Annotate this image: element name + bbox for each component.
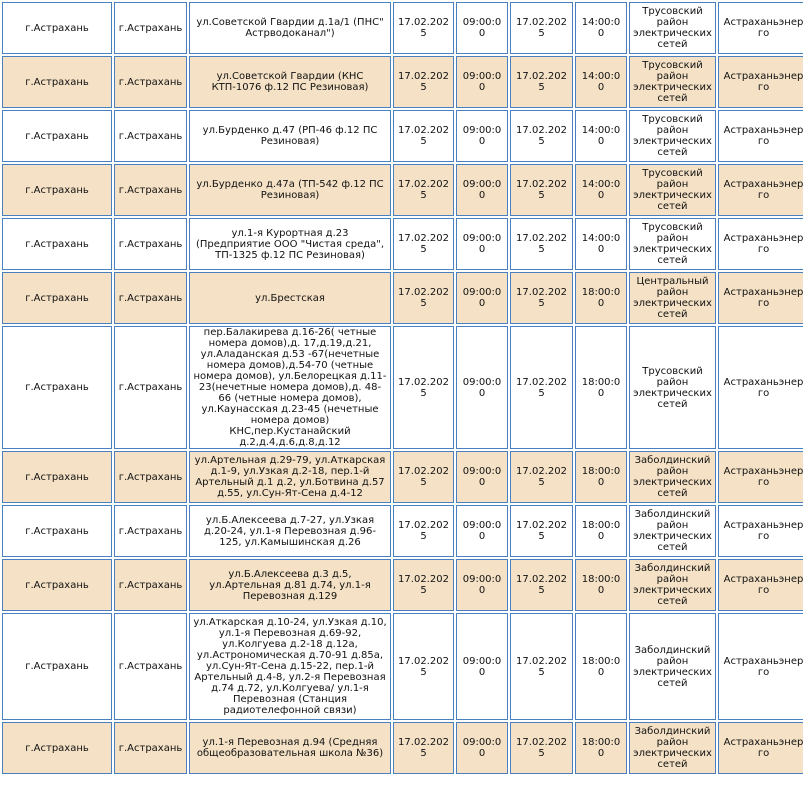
end-time-cell: 14:00:00 [575,164,627,216]
org-cell: Астраханьэнерго [718,2,803,54]
res-cell: Трусовский район электрических сетей [629,110,716,162]
address-cell: ул.Советской Гвардии (КНС КТП-1076 ф.12 ПС Резиновая) [189,56,391,108]
table-row [2,2,803,54]
table-row [2,110,803,162]
start-date-cell: 17.02.2025 [393,272,454,324]
org-cell: Астраханьэнерго [718,164,803,216]
start-date-cell: 17.02.2025 [393,326,454,449]
start-time-cell: 09:00:00 [456,613,508,720]
res-cell: Трусовский район электрических сетей [629,326,716,449]
city-cell: г.Астрахань [114,326,187,449]
start-time-cell: 09:00:00 [456,559,508,611]
city-cell: г.Астрахань [114,451,187,503]
table-row [2,505,803,557]
start-date-cell: 17.02.2025 [393,559,454,611]
city-cell: г.Астрахань [114,559,187,611]
org-cell: Астраханьэнерго [718,326,803,449]
table-row [2,722,803,774]
city-cell: г.Астрахань [114,110,187,162]
district-cell: г.Астрахань [2,613,112,720]
address-cell: ул.Бурденко д.47 (РП-46 ф.12 ПС Резиновая) [189,110,391,162]
res-cell: Заболдинский район электрических сетей [629,613,716,720]
org-cell: Астраханьэнерго [718,56,803,108]
address-cell: ул.1-я Перевозная д.94 (Средняя общеобразовательная школа №36) [189,722,391,774]
city-cell: г.Астрахань [114,164,187,216]
table-row [2,56,803,108]
table-body [2,2,803,774]
res-cell: Трусовский район электрических сетей [629,2,716,54]
start-date-cell: 17.02.2025 [393,164,454,216]
end-date-cell: 17.02.2025 [510,613,573,720]
end-time-cell: 18:00:00 [575,272,627,324]
end-time-cell: 18:00:00 [575,559,627,611]
start-date-cell: 17.02.2025 [393,505,454,557]
start-time-cell: 09:00:00 [456,2,508,54]
end-date-cell: 17.02.2025 [510,722,573,774]
district-cell: г.Астрахань [2,451,112,503]
start-date-cell: 17.02.2025 [393,110,454,162]
address-cell: ул.Б.Алексеева д.3 д.5, ул.Артельная д.81 д.74, ул.1-я Перевозная д.129 [189,559,391,611]
end-time-cell: 18:00:00 [575,505,627,557]
org-cell: Астраханьэнерго [718,110,803,162]
res-cell: Заболдинский район электрических сетей [629,451,716,503]
district-cell: г.Астрахань [2,722,112,774]
end-date-cell: 17.02.2025 [510,451,573,503]
city-cell: г.Астрахань [114,218,187,270]
end-time-cell: 18:00:00 [575,451,627,503]
city-cell: г.Астрахань [114,56,187,108]
end-time-cell: 18:00:00 [575,722,627,774]
start-time-cell: 09:00:00 [456,56,508,108]
start-time-cell: 09:00:00 [456,110,508,162]
city-cell: г.Астрахань [114,2,187,54]
end-date-cell: 17.02.2025 [510,218,573,270]
district-cell: г.Астрахань [2,272,112,324]
org-cell: Астраханьэнерго [718,218,803,270]
end-date-cell: 17.02.2025 [510,164,573,216]
start-time-cell: 09:00:00 [456,164,508,216]
start-time-cell: 09:00:00 [456,272,508,324]
table-row [2,218,803,270]
end-time-cell: 14:00:00 [575,56,627,108]
end-date-cell: 17.02.2025 [510,559,573,611]
address-cell: ул.Аткарская д.10-24, ул.Узкая д.10, ул.1-я Перевозная д.69-92, ул.Колгуева д.2-18 д.12а, ул.Астрономическая д.70-91 д.85а, ул.Сун-Ят-Сена д.15-22, пер.1-й Артельный д.4-8, ул.2-я Перевозная д.74 д.72, ул.Колгуева/ ул.1-я Перевозная (Станция радиотелефонной связи) [189,613,391,720]
table-row [2,451,803,503]
start-time-cell: 09:00:00 [456,722,508,774]
end-date-cell: 17.02.2025 [510,326,573,449]
res-cell: Трусовский район электрических сетей [629,218,716,270]
start-date-cell: 17.02.2025 [393,218,454,270]
org-cell: Астраханьэнерго [718,451,803,503]
table-row [2,164,803,216]
end-time-cell: 14:00:00 [575,110,627,162]
address-cell: ул.Б.Алексеева д.7-27, ул.Узкая д.20-24, ул.1-я Перевозная д.96-125, ул.Камышинская д.26 [189,505,391,557]
district-cell: г.Астрахань [2,56,112,108]
district-cell: г.Астрахань [2,2,112,54]
start-date-cell: 17.02.2025 [393,56,454,108]
start-date-cell: 17.02.2025 [393,722,454,774]
res-cell: Трусовский район электрических сетей [629,56,716,108]
city-cell: г.Астрахань [114,272,187,324]
res-cell: Трусовский район электрических сетей [629,164,716,216]
start-time-cell: 09:00:00 [456,218,508,270]
start-time-cell: 09:00:00 [456,451,508,503]
address-cell: пер.Балакирева д.16-26( четные номера домов),д. 17,д.19,д.21, ул.Аладанская д.53 -67(нечетные номера домов),д.54-70 (четные номера домов), ул.Белорецкая д.11-23(нечетные номера домов),д. 48-66 (четные номера домов), ул.Каунасская д.23-45 (нечетные номера домов) КНС,пер.Кустанайский д.2,д.4,д.6,д.8,д.12 [189,326,391,449]
table-row [2,559,803,611]
table-row [2,613,803,720]
city-cell: г.Астрахань [114,613,187,720]
end-time-cell: 18:00:00 [575,613,627,720]
end-date-cell: 17.02.2025 [510,56,573,108]
start-date-cell: 17.02.2025 [393,451,454,503]
res-cell: Центральный район электрических сетей [629,272,716,324]
org-cell: Астраханьэнерго [718,559,803,611]
city-cell: г.Астрахань [114,505,187,557]
org-cell: Астраханьэнерго [718,613,803,720]
org-cell: Астраханьэнерго [718,272,803,324]
district-cell: г.Астрахань [2,326,112,449]
end-time-cell: 18:00:00 [575,326,627,449]
end-date-cell: 17.02.2025 [510,272,573,324]
start-date-cell: 17.02.2025 [393,2,454,54]
address-cell: ул.Артельная д.29-79, ул.Аткарская д.1-9, ул.Узкая д.2-18, пер.1-й Артельный д.1 д.2, ул.Ботвина д.57 д.55, ул.Сун-Ят-Сена д.4-12 [189,451,391,503]
district-cell: г.Астрахань [2,505,112,557]
table-row [2,272,803,324]
end-date-cell: 17.02.2025 [510,2,573,54]
org-cell: Астраханьэнерго [718,505,803,557]
end-date-cell: 17.02.2025 [510,505,573,557]
end-time-cell: 14:00:00 [575,2,627,54]
city-cell: г.Астрахань [114,722,187,774]
address-cell: ул.Брестская [189,272,391,324]
address-cell: ул.1-я Курортная д.23 (Предприятие ООО "Чистая среда", ТП-1325 ф.12 ПС Резиновая) [189,218,391,270]
start-time-cell: 09:00:00 [456,505,508,557]
district-cell: г.Астрахань [2,164,112,216]
district-cell: г.Астрахань [2,218,112,270]
start-time-cell: 09:00:00 [456,326,508,449]
end-time-cell: 14:00:00 [575,218,627,270]
district-cell: г.Астрахань [2,559,112,611]
address-cell: ул.Бурденко д.47а (ТП-542 ф.12 ПС Резиновая) [189,164,391,216]
district-cell: г.Астрахань [2,110,112,162]
res-cell: Заболдинский район электрических сетей [629,559,716,611]
address-cell: ул.Советской Гвардии д.1а/1 (ПНС" Астрводоканал") [189,2,391,54]
start-date-cell: 17.02.2025 [393,613,454,720]
res-cell: Заболдинский район электрических сетей [629,505,716,557]
table-row [2,326,803,449]
res-cell: Заболдинский район электрических сетей [629,722,716,774]
org-cell: Астраханьэнерго [718,722,803,774]
end-date-cell: 17.02.2025 [510,110,573,162]
